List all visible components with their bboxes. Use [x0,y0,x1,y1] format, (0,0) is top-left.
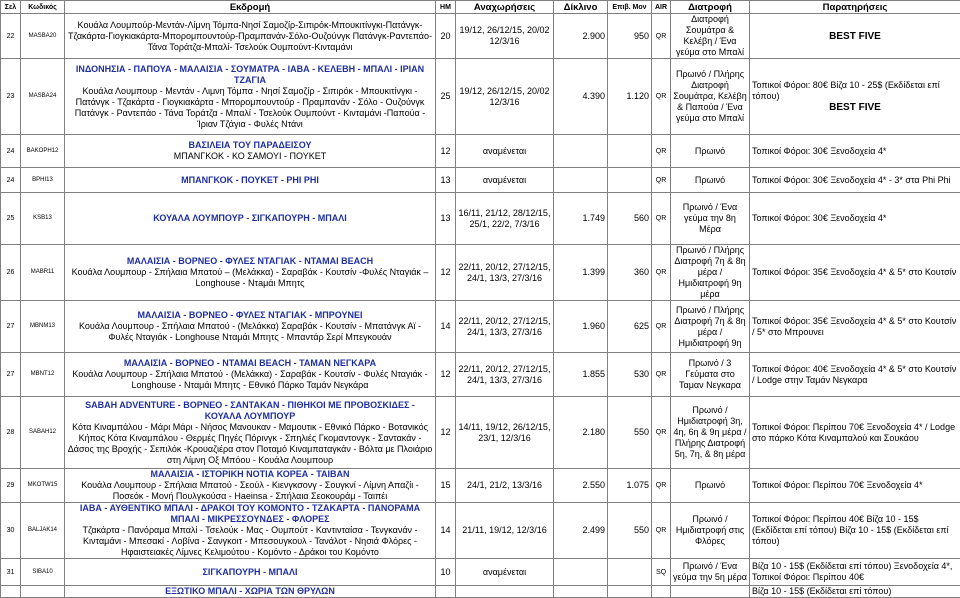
best-five-badge: BEST FIVE [752,31,958,42]
cell-page: 27 [1,301,21,353]
cell-code: MBNT12 [21,353,65,397]
cell-page: 22 [1,14,21,59]
table-row [1,503,960,559]
cell-single: 625 [608,301,652,353]
tour-title: SABAH ADVENTURE - ΒΟΡΝΕΟ - ΣΑΝΤΑΚΑΝ - ΠΙΘΗΚΟΙ ΜΕ ΠΡΟΒΟΣΚΙΔΕΣ - ΚΟΥΑΛΑ ΛΟΥΜΠΟΥΡ [67,400,433,422]
cell-days: 12 [436,135,456,168]
cell-notes [750,469,960,503]
cell-code: MKOTW15 [21,469,65,503]
cell-board: Πρωινό / Ένα γεύμα την 5η μέρα [671,559,750,586]
col-header-page: Σελ [1,1,21,14]
tour-title: ΙΝΔΟΝΗΣΙΑ - ΠΑΠΟΥΑ - ΜΑΛΑΙΣΙΑ - ΣΟΥΜΑΤΡΑ - ΙΑΒΑ - ΚΕΛΕΒΗ - ΜΠΑΛΙ - ΙΡΙΑΝ ΤΖΑΓΙΑ [67,64,433,86]
cell-single: 1.075 [608,469,652,503]
cell-code: MASBA20 [21,14,65,59]
cell-departures: 22/11, 20/12, 27/12/15, 24/1, 13/3, 27/3/16 [456,353,554,397]
cell-page: 30 [1,503,21,559]
col-header-days: ΗΜ [436,1,456,14]
cell-route [65,59,436,135]
notes-text: Τοπικοί Φόροι: 40€ Ξενοδοχεία 4* & 5* στο Κουτσίν / Lodge στην Ταμάν Νεγκαρα [752,364,958,386]
cell-notes [750,353,960,397]
cell-page [1,586,21,598]
cell-single [608,586,652,598]
cell-code [21,586,65,598]
cell-route [65,168,436,193]
cell-board: Πρωινό / Ημιδιατροφή 3η, 4η, 6η & 9η μέρα / Πλήρης Διατροφή 5η, 7η, & 8η μέρα [671,397,750,469]
cell-page: 31 [1,559,21,586]
cell-code: BPHI13 [21,168,65,193]
cell-days: 12 [436,353,456,397]
col-header-board: Διατροφή [671,1,750,14]
col-header-notes: Παρατηρήσεις [750,1,960,14]
cell-code: BAKOPH12 [21,135,65,168]
cell-single: 550 [608,503,652,559]
cell-air: QR [652,245,671,301]
table-row [1,397,960,469]
cell-departures: 14/11, 19/12, 26/12/15, 23/1, 12/3/16 [456,397,554,469]
cell-air: SQ [652,559,671,586]
cell-page: 27 [1,353,21,397]
cell-days: 14 [436,301,456,353]
col-header-single: Επιβ. Μον [608,1,652,14]
cell-route [65,353,436,397]
cell-double [554,135,608,168]
col-header-code: Κωδικός [21,1,65,14]
tour-title: ΒΑΣΙΛΕΙΑ ΤΟΥ ΠΑΡΑΔΕΙΣΟΥ [67,140,433,151]
cell-board: Πρωινό / 3 Γεύματα στο Ταμαν Νεγκαρα [671,353,750,397]
cell-notes [750,193,960,245]
cell-route [65,397,436,469]
table-row [1,353,960,397]
cell-air: QR [652,168,671,193]
table-row [1,245,960,301]
cell-departures: αναμένεται [456,559,554,586]
cell-double: 2.900 [554,14,608,59]
cell-code: MBNM13 [21,301,65,353]
cell-single [608,168,652,193]
cell-single: 560 [608,193,652,245]
table-row [1,193,960,245]
cell-code: BALJAK14 [21,503,65,559]
cell-board: Διατροφή Σουμάτρα & Κελέβη / Ένα γεύμα στο Μπαλί [671,14,750,59]
cell-days: 15 [436,469,456,503]
cell-code: MASBA24 [21,59,65,135]
cell-departures: 22/11, 20/12, 27/12/15, 24/1, 13/3, 27/3/16 [456,301,554,353]
cell-code: KSB13 [21,193,65,245]
tour-title: ΜΑΛΑΙΣΙΑ - ΙΣΤΟΡΙΚΗ ΝΟΤΙΑ ΚΟΡΕΑ - ΤΑΙΒΑΝ [67,469,433,480]
cell-board: Πρωινό / Ημιδιατροφή στις Φλόρες [671,503,750,559]
cell-page: 23 [1,59,21,135]
table-row [1,586,960,598]
cell-board [671,586,750,598]
notes-text: Τοπικοί Φόροι: Περίπου 40€ Βίζα 10 - 15$ (Εκδίδεται επί τόπου) Βίζα 10 - 15$ (Εκδίδεται επί τόπου) [752,514,958,547]
cell-air: QR [652,301,671,353]
cell-single: 1.120 [608,59,652,135]
cell-air: QR [652,135,671,168]
tour-title: ΜΑΛΑΙΣΙΑ - ΒΟΡΝΕΟ - ΦΥΛΕΣ ΝΤΑΓΙΑΚ - ΜΠΡΟΥΝΕΙ [67,310,433,321]
notes-text: Τοπικοί Φόροι: 30€ Ξενοδοχεία 4* [752,213,958,224]
col-header-double: Δίκλινο [554,1,608,14]
cell-page: 24 [1,168,21,193]
cell-days: 13 [436,193,456,245]
cell-departures: αναμένεται [456,135,554,168]
table-row [1,469,960,503]
cell-double: 1.960 [554,301,608,353]
cell-double: 2.180 [554,397,608,469]
cell-days: 13 [436,168,456,193]
cell-days: 10 [436,559,456,586]
cell-notes [750,586,960,598]
cell-air: QR [652,503,671,559]
cell-single [608,559,652,586]
cell-double: 1.749 [554,193,608,245]
cell-double: 2.550 [554,469,608,503]
cell-route [65,586,436,598]
cell-page: 26 [1,245,21,301]
cell-double: 1.855 [554,353,608,397]
col-header-departures: Αναχωρήσεις [456,1,554,14]
tour-route: Κότα Κιναμπάλου - Μάρι Μάρι - Νήσος Μανουκαν - Μαμουτικ - Εθνικό Πάρκο - Βοτανικός Κήπος Κότα Κιναμπάλου - Θερμές Πηγές Πόρινγκ - Σπηλιές Γκομαντονγκ - Σαντακάν - Δάσος της Βροχής - Σεπιλόκ -Κρουαζιέρα στον Ποταμό Κιναμπαταγκάν - Βόλτα με Πλοιάριο στη Λίμνη Οξ Μπόου - Κουάλα Λουμπουρ [67,422,433,466]
cell-air: QR [652,59,671,135]
notes-text: Τοπικοί Φόροι: 30€ Ξενοδοχεία 4* [752,146,958,157]
cell-departures [456,586,554,598]
cell-days [436,586,456,598]
cell-days: 14 [436,503,456,559]
notes-text: Τοπικοί Φόροι: 30€ Ξενοδοχεία 4* - 3* στα Phi Phi [752,175,958,186]
cell-air: QR [652,469,671,503]
cell-notes [750,559,960,586]
cell-days: 12 [436,245,456,301]
cell-air: QR [652,193,671,245]
cell-air: QR [652,353,671,397]
col-header-air: AIR [652,1,671,14]
cell-notes [750,301,960,353]
tour-title: ΣΙΓΚΑΠΟΥΡΗ - ΜΠΑΛΙ [67,567,433,578]
table-row [1,59,960,135]
cell-route [65,193,436,245]
tour-title: ΜΠΑΝΓΚΟΚ - ΠΟΥΚΕΤ - ΡΗΙ ΡΗΙ [67,175,433,186]
notes-text: Τοπικοί Φόροι: Περίπου 70€ Ξενοδοχεία 4* [752,480,958,491]
cell-air [652,586,671,598]
tour-route: Τζακάρτα - Πανόραμα Μπαλί - Τσελούκ - Μας - Ουμπούτ - Καντινταίσα - Τενγκανάν - Κινταμάνι - Μπεσακί - Λοβίνα - Σανγκοιτ - Μπεσουγκουλ - Τανάλοτ - Νησιά Φλόρες - Ηφαιστειακές Λίμνες Κελιμούτου - Κομόντο - Δράκοι του Κομόντο [67,525,433,558]
col-header-route: Εκδρομή [65,1,436,14]
cell-notes [750,135,960,168]
cell-notes [750,59,960,135]
cell-days: 12 [436,397,456,469]
cell-route [65,559,436,586]
cell-route [65,14,436,59]
table-row [1,14,960,59]
tour-title: ΙΑΒΑ - ΑΥΘΕΝΤΙΚΟ ΜΠΑΛΙ - ΔΡΑΚΟΙ ΤΟΥ ΚΟΜΟΝΤΟ - ΤΖΑΚΑΡΤΑ - ΠΑΝΟΡΑΜΑ ΜΠΑΛΙ - ΜΙΚΡΕΣΣΟΥΝΔΕΣ - ΦΛΟΡΕΣ [67,503,433,525]
notes-text: Τοπικοί Φόροι: 35€ Ξενοδοχεία 4* & 5* στο Κουτσίν / 5* στο Μπρουνει [752,316,958,338]
table-row [1,168,960,193]
cell-single [608,135,652,168]
tour-route: Κουάλα Λουμπουρ - Σπήλαια Μπατού - (Μελάκκα) Σαραβάκ - Κουτσίν - Μπατάνγκ Αϊ - Φυλές Νταγιάκ - Longhouse Νταμάι Μπητς - Μπαντάρ Σερί Μπεγκουάν [67,321,433,343]
cell-page: 29 [1,469,21,503]
cell-notes [750,14,960,59]
cell-route [65,135,436,168]
cell-double: 4.390 [554,59,608,135]
cell-notes [750,397,960,469]
cell-days: 20 [436,14,456,59]
notes-text: Τοπικοί Φόροι: 35€ Ξενοδοχεία 4* & 5* στο Κουτσίν [752,267,958,278]
cell-departures: 22/11, 20/12, 27/12/15, 24/1, 13/3, 27/3/16 [456,245,554,301]
cell-single: 950 [608,14,652,59]
cell-departures: 24/1, 21/2, 13/3/16 [456,469,554,503]
cell-board: Πρωινό / Πλήρης Διατροφή Σουμάτρα, Κελέβη & Παπούα / Ένα γεύμα στο Μπαλί [671,59,750,135]
cell-notes [750,168,960,193]
cell-double [554,586,608,598]
tour-route: Κουάλα Λουμπουρ - Σπήλαια Μπατού – (Μελάκκα) - Σαραβάκ - Κουτσίν -Φυλές Νταγιάκ – Longhouse - Ντaμάι Μπητς [67,267,433,289]
notes-text: Τοπικοί Φόροι: Περίπου 70€ Ξενοδοχεία 4* / Lodge στο πάρκο Κότα Κιναμπαλού και Σουκάου [752,422,958,444]
cell-single: 530 [608,353,652,397]
cell-route [65,245,436,301]
tour-route: ΜΠΑΝΓΚΟΚ - ΚΟ ΣΑΜΟΥΙ - ΠΟΥΚΕΤ [67,151,433,162]
notes-text: Βίζα 10 - 15$ (Εκδίδεται επί τόπου) Ξενοδοχεία 4*, Τοπικοί Φόροι: Περίπου 40€ [752,561,958,583]
best-five-badge: BEST FIVE [752,102,958,113]
cell-air: QR [652,397,671,469]
cell-departures: 16/11, 21/12, 28/12/15, 25/1, 22/2, 7/3/16 [456,193,554,245]
tour-route: Κουάλα Λουμπούρ-Μεντάν-Λίμνη Τόμπα-Νησί Σαμοζίρ-Σιπιρόκ-Μπουκιτίνγκι-Πατάνγκ-Τζακάρτα-Γιογκιακάρτα-Μπορομπουντούρ-Πραμπανάν-Σόλο-Ουζούνγκ Πατάνγκ-Ραντεπάο-Τάνα Τοράτζα-Μπαλί- Τσελούκ Ουμπούντ-Κινταμάνι [67,20,433,53]
header-row [1,1,960,14]
cell-double: 1.399 [554,245,608,301]
cell-notes [750,245,960,301]
cell-board: Πρωινό [671,168,750,193]
cell-days: 25 [436,59,456,135]
cell-code: MABR11 [21,245,65,301]
cell-code: SABAH12 [21,397,65,469]
tour-route: Κουάλα Λουμπουρ - Σπήλαια Μπατού - (Μελάκκα) - Σαραβάκ - Κουτσίν - Φυλές Νταγιάκ - Longhouse - Νταμάι Μπητς - Εθνικό Πάρκο Ταμάν Νεγκάρα [67,369,433,391]
cell-single: 550 [608,397,652,469]
cell-route [65,469,436,503]
cell-page: 28 [1,397,21,469]
cell-route [65,301,436,353]
tour-route: Κουάλα Λουμπουρ - Μεντάν - Λιμνη Τόμπα - Νησί Σαμοζίρ - Σιπιρόκ - Μπουκιτίνγκι - Πατάνγκ - Τζακάρτα - Γιογκιακάρτα - Μπορομπουντούρ - Πραμπανάν - Σόλο - Ουζούνγκ Πατάνγκ - Ραντεπάο - Τάνα Τοράτζα - Μπαλί - Τσελούκ Ουμπούντ - Κινταμάνι -Παπούα - Ίριαν Τζάγια - Φυλές Ντάνι [67,86,433,130]
cell-single: 360 [608,245,652,301]
table-row [1,559,960,586]
cell-page: 24 [1,135,21,168]
table-row [1,301,960,353]
cell-double: 2.499 [554,503,608,559]
cell-air: QR [652,14,671,59]
cell-board: Πρωινό / Ένα γεύμα την 8η Μέρα [671,193,750,245]
tour-title: ΜΑΛΑΙΣΙΑ - ΒΟΡΝΕΟ - ΦΥΛΕΣ ΝΤΑΓΙΑΚ - ΝΤΑΜΑΙ BEACH [67,256,433,267]
cell-board: Πρωινό [671,469,750,503]
tour-route: Κουάλα Λουμπουρ - Σπήλαια Μπατού - Σεούλ - Κιενγκσονγ - Σουγκνί - Λίμνη Απαζίι - Ποσεόκ - Μονή Πουλγκούσα - Haeinsa - Σπήλαια Σεοκουράμ - Ταιπέι [67,480,433,502]
cell-route [65,503,436,559]
cell-departures: 19/12, 26/12/15, 20/02 12/3/16 [456,59,554,135]
cell-departures: 19/12, 26/12/15, 20/02 12/3/16 [456,14,554,59]
notes-text: Τοπικοί Φόροι: 80€ Βίζα 10 - 25$ (Εκδίδεται επί τόπου) [752,80,958,102]
tour-title: ΜΑΛΑΙΣΙΑ - ΒΟΡΝΕΟ - ΝΤΑΜΑΙ BEACH - ΤΑΜΑΝ ΝΕΓΚΑΡΑ [67,358,433,369]
cell-double [554,559,608,586]
notes-text: Βίζα 10 - 15$ (Εκδίδεται επί τόπου) [752,586,958,597]
cell-double [554,168,608,193]
cell-page: 25 [1,193,21,245]
tour-title: ΕΞΩΤΙΚΟ ΜΠΑΛΙ - ΧΩΡΙΑ ΤΩΝ ΘΡΥΛΩΝ [67,586,433,597]
table-row [1,135,960,168]
tour-title: ΚΟΥΑΛΑ ΛΟΥΜΠΟΥΡ - ΣΙΓΚΑΠΟΥΡΗ - ΜΠΑΛΙ [67,213,433,224]
cell-board: Πρωινό / Πλήρης Διατροφή 7η & 8η μέρα / Ημιδιατροφή 9η μέρα [671,245,750,301]
cell-departures: 21/11, 19/12, 12/3/16 [456,503,554,559]
cell-board: Πρωινό [671,135,750,168]
cell-code: SIBA10 [21,559,65,586]
cell-board: Πρωινό / Πλήρης Διατροφή 7η & 8η μέρα / Ημιδιατροφή 9η [671,301,750,353]
cell-notes [750,503,960,559]
cell-departures: αναμένεται [456,168,554,193]
